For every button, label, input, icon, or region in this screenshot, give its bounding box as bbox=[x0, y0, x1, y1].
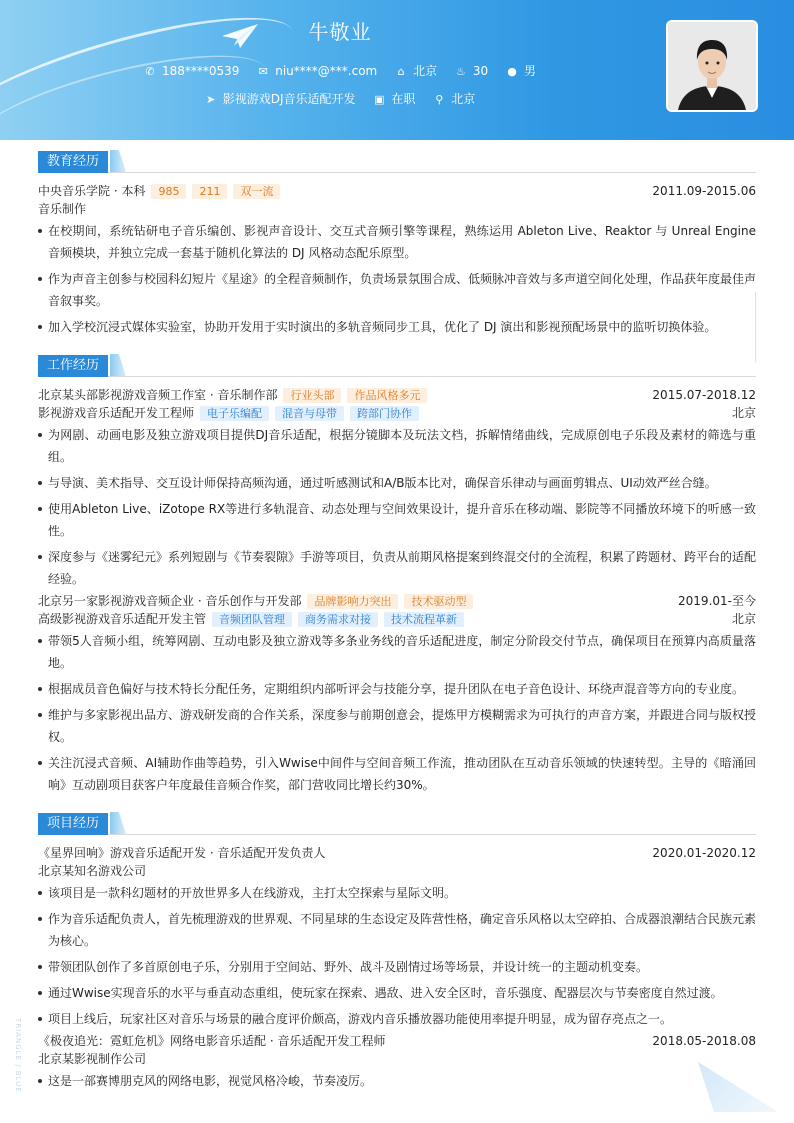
major: 音乐制作 bbox=[38, 202, 87, 216]
work-block-2 bbox=[38, 592, 756, 800]
work-bullets bbox=[38, 630, 756, 796]
school-tag: 985 bbox=[151, 184, 186, 199]
gender-icon: ● bbox=[507, 65, 517, 78]
list-item: 通过Wwise实现音乐的水平与垂直动态重组，使玩家在探索、遇敌、进入安全区时，音乐强度、配器层次与节奏密度自然过渡。 bbox=[38, 982, 756, 1004]
section-title-project bbox=[38, 812, 756, 835]
list-item: 带领团队创作了多首原创电子乐，分别用于空间站、野外、战斗及剧情过场等场景，并设计统一的主题动机变奏。 bbox=[38, 956, 756, 978]
education-period: 2011.09-2015.06 bbox=[652, 184, 756, 198]
list-item: 该项目是一款科幻题材的开放世界多人在线游戏，主打太空探索与星际文明。 bbox=[38, 882, 756, 904]
project-header bbox=[38, 1032, 756, 1050]
target-city-item bbox=[433, 90, 475, 107]
list-item: 项目上线后，玩家社区对音乐与场景的融合度评价颇高，游戏内音乐播放器功能使用率提升明显，成为留存亮点之一。 bbox=[38, 1008, 756, 1030]
role-tag: 跨部门协作 bbox=[350, 406, 419, 421]
project-company: 北京某知名游戏公司 bbox=[38, 864, 147, 878]
list-item: 关注沉浸式音频、AI辅助作曲等趋势，引入Wwise中间件与空间音频工作流，推动团队在互动音乐领域的快速转型。主导的《暗涌回响》互动剧项目获客户年度最佳音频合作奖，部门营收同比增长约30%。 bbox=[38, 752, 756, 796]
company-tag: 行业头部 bbox=[283, 388, 341, 403]
plane-icon: ➤ bbox=[206, 93, 216, 106]
company-tag: 技术驱动型 bbox=[404, 594, 473, 609]
company-tag: 作品风格多元 bbox=[347, 388, 427, 403]
candidate-name: 牛敬业 bbox=[308, 20, 372, 44]
list-item: 使用Ableton Live、iZotope RX等进行多轨混音、动态处理与空间效果设计，提升音乐在移动端、影院等不同播放环境下的听感一致性。 bbox=[38, 498, 756, 542]
avatar bbox=[666, 20, 758, 112]
school-tag: 双一流 bbox=[233, 184, 280, 199]
list-item: 作为声音主创参与校园科幻短片《星途》的全程音频制作，负责场景氛围合成、低频脉冲音效与多声道空间化处理，作品获年度最佳声音叙事奖。 bbox=[38, 268, 756, 312]
email-text: niu****@***.com bbox=[275, 64, 378, 78]
home-icon: ⌂ bbox=[397, 65, 405, 78]
age-item bbox=[455, 64, 488, 78]
section-tail bbox=[110, 812, 126, 834]
work-company-row bbox=[38, 592, 756, 610]
section-label: 教育经历 bbox=[38, 151, 108, 173]
contact-row bbox=[0, 62, 680, 79]
project-block-1 bbox=[38, 844, 756, 1034]
section-tail bbox=[110, 354, 126, 376]
work-block-1 bbox=[38, 386, 756, 594]
work-location: 北京 bbox=[731, 406, 756, 420]
decor-line bbox=[755, 292, 756, 362]
location-icon: ⚲ bbox=[435, 93, 444, 106]
side-watermark-text: TRIANGLE / BLUE bbox=[14, 1018, 22, 1093]
school-tag: 211 bbox=[192, 184, 227, 199]
work-company-row bbox=[38, 386, 756, 404]
section-title-work bbox=[38, 354, 756, 377]
education-header bbox=[38, 182, 756, 200]
list-item: 这是一部赛博朋克风的网络电影，视觉风格冷峻，节奏凌厉。 bbox=[38, 1070, 756, 1092]
work-bullets bbox=[38, 424, 756, 590]
section-label: 项目经历 bbox=[38, 813, 108, 835]
list-item: 维护与多家影视出品方、游戏研发商的合作关系，深度参与前期创意会，提炼甲方模糊需求为可执行的声音方案，并跟进合同与版权授权。 bbox=[38, 704, 756, 748]
status-item bbox=[373, 90, 415, 107]
gender-text: 男 bbox=[524, 64, 537, 78]
target-city-text: 北京 bbox=[451, 92, 476, 106]
project-header bbox=[38, 844, 756, 862]
city-item bbox=[395, 62, 437, 79]
avatar-portrait-icon bbox=[668, 22, 756, 110]
education-bullets bbox=[38, 220, 756, 338]
project-period: 2018.05-2018.08 bbox=[652, 1034, 756, 1048]
work-period: 2019.01-至今 bbox=[678, 594, 756, 608]
target-job-item bbox=[205, 90, 356, 107]
education-block bbox=[38, 182, 756, 342]
phone-item bbox=[144, 64, 239, 78]
work-role-row bbox=[38, 610, 756, 628]
target-job-text: 影视游戏DJ音乐适配开发 bbox=[222, 92, 356, 106]
company-name: 北京另一家影视游戏音频企业 · 音乐创作与开发部 bbox=[38, 594, 302, 608]
intent-row bbox=[0, 90, 680, 107]
project-title: 《星界回响》游戏音乐适配开发 · 音乐适配开发负责人 bbox=[38, 846, 326, 860]
list-item: 为网剧、动画电影及独立游戏项目提供DJ音乐适配，根据分镜脚本及玩法文档，拆解情绪曲线，完成原创电子乐段及素材的筛选与重组。 bbox=[38, 424, 756, 468]
work-location: 北京 bbox=[731, 612, 756, 626]
status-text: 在职 bbox=[391, 92, 416, 106]
work-role-row bbox=[38, 404, 756, 422]
email-item bbox=[257, 64, 377, 78]
cake-icon: ♨ bbox=[455, 65, 466, 78]
company-name: 北京某头部影视游戏音频工作室 · 音乐制作部 bbox=[38, 388, 278, 402]
list-item: 在校期间，系统钻研电子音乐编创、影视声音设计、交互式音频引擎等课程，熟练运用 Ableton Live、Reaktor 与 Unreal Engine 音频模块，并独立完成一套基于随机化算法的 DJ 风格动态配乐原型。 bbox=[38, 220, 756, 264]
gender-item bbox=[506, 62, 536, 79]
phone-text: 188****0539 bbox=[161, 64, 240, 78]
briefcase-icon: ▣ bbox=[374, 93, 385, 106]
header-banner bbox=[0, 0, 794, 140]
role-tag: 电子乐编配 bbox=[200, 406, 269, 421]
role-tag: 技术流程革新 bbox=[384, 612, 464, 627]
list-item: 与导演、美术指导、交互设计师保持高频沟通，通过听感测试和A/B版本比对，确保音乐律动与画面剪辑点、UI动效严丝合缝。 bbox=[38, 472, 756, 494]
project-company: 北京某影视制作公司 bbox=[38, 1052, 147, 1066]
role-tag: 音频团队管理 bbox=[212, 612, 292, 627]
work-period: 2015.07-2018.12 bbox=[652, 388, 756, 402]
mail-icon: ✉ bbox=[258, 65, 268, 78]
age-text: 30 bbox=[472, 64, 489, 78]
list-item: 带领5人音频小组，统筹网剧、互动电影及独立游戏等多条业务线的音乐适配进度，制定分阶段交付节点，确保项目在预算内高质量落地。 bbox=[38, 630, 756, 674]
phone-icon: ✆ bbox=[145, 65, 155, 78]
city-text: 北京 bbox=[413, 64, 438, 78]
list-item: 作为音乐适配负责人，首先梳理游戏的世界观、不同星球的生态设定及阵营性格，确定音乐风格以太空碎拍、合成器浪潮结合民族元素为核心。 bbox=[38, 908, 756, 952]
project-bullets bbox=[38, 882, 756, 1030]
list-item: 深度参与《迷雾纪元》系列短剧与《节奏裂隙》手游等项目，负责从前期风格提案到终混交付的全流程，积累了跨题材、跨平台的适配经验。 bbox=[38, 546, 756, 590]
job-role: 高级影视游戏音乐适配开发主管 bbox=[38, 612, 207, 626]
project-title: 《极夜追光：霓虹危机》网络电影音乐适配 · 音乐适配开发工程师 bbox=[38, 1034, 386, 1048]
section-title-education bbox=[38, 150, 756, 173]
section-label: 工作经历 bbox=[38, 355, 108, 377]
company-tag: 品牌影响力突出 bbox=[307, 594, 398, 609]
role-tag: 商务需求对接 bbox=[298, 612, 378, 627]
project-block-2 bbox=[38, 1032, 756, 1096]
role-tag: 混音与母带 bbox=[275, 406, 344, 421]
section-tail bbox=[110, 150, 126, 172]
list-item: 根据成员音色偏好与技术特长分配任务，定期组织内部听评会与技能分享，提升团队在电子音色设计、环绕声混音等方向的专业度。 bbox=[38, 678, 756, 700]
project-period: 2020.01-2020.12 bbox=[652, 846, 756, 860]
list-item: 加入学校沉浸式媒体实验室，协助开发用于实时演出的多轨音频同步工具，优化了 DJ 演出和影视预配场景中的监听切换体验。 bbox=[38, 316, 756, 338]
school-name: 中央音乐学院 · 本科 bbox=[38, 184, 146, 198]
job-role: 影视游戏音乐适配开发工程师 bbox=[38, 406, 195, 420]
project-bullets bbox=[38, 1070, 756, 1092]
